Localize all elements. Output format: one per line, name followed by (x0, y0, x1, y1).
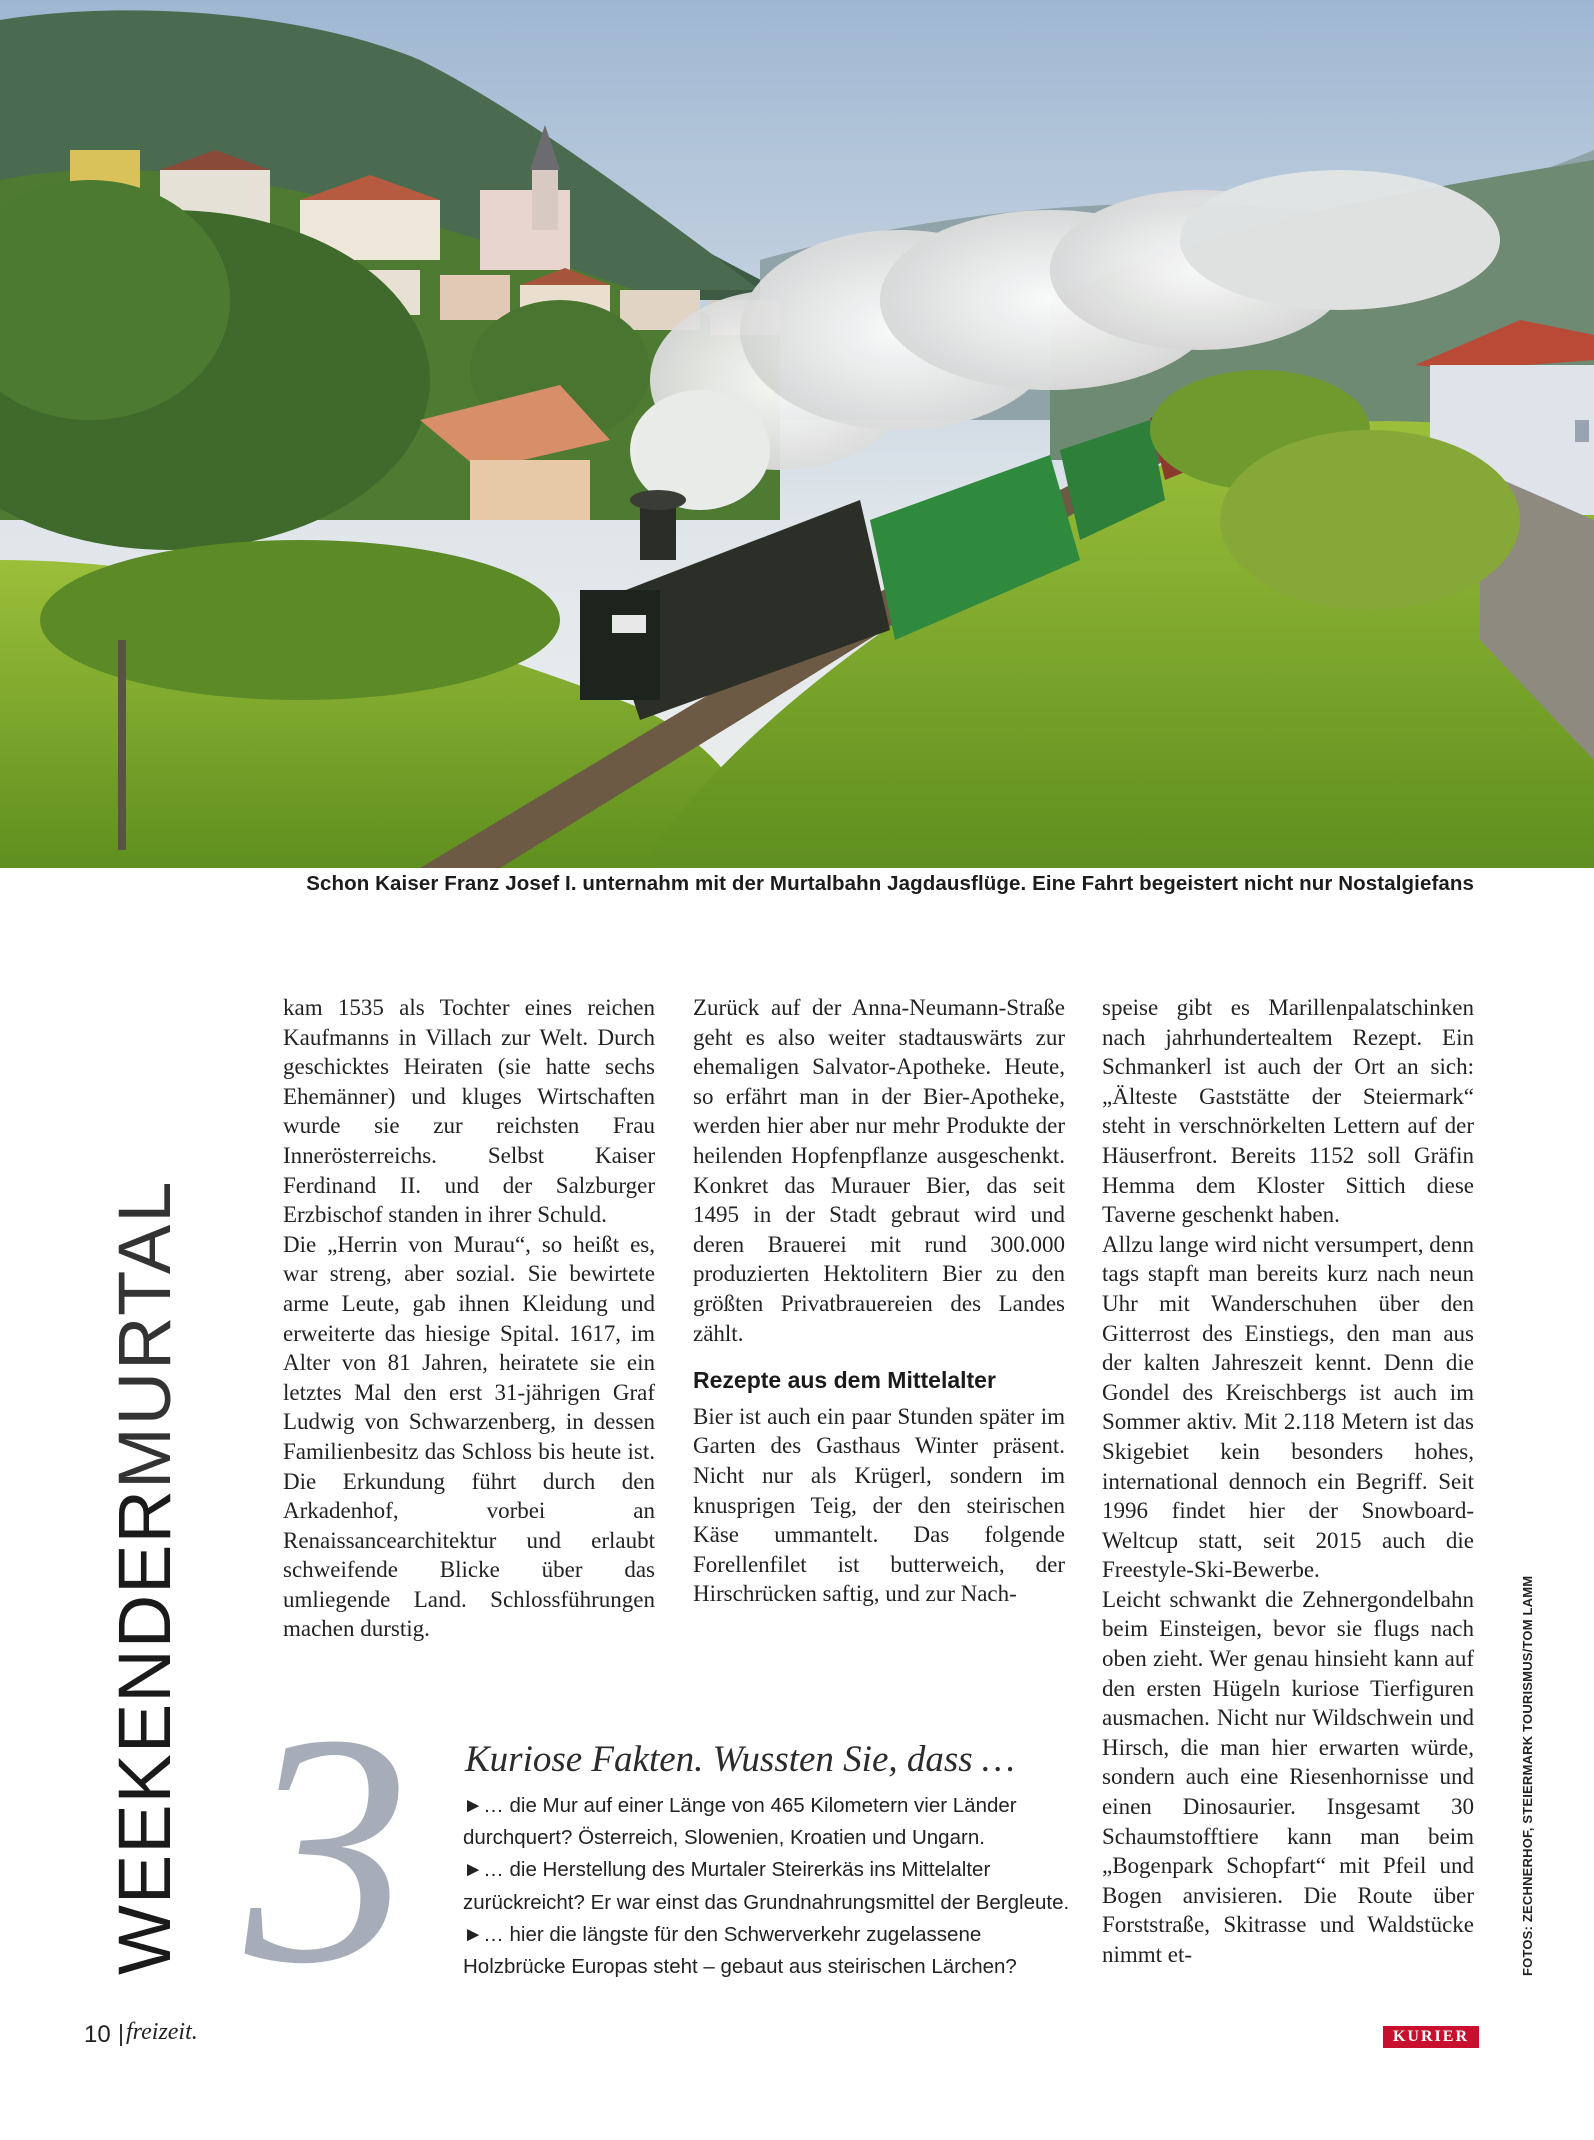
section-title-bold: WEEKENDER (103, 1489, 186, 1975)
photo-caption: Schon Kaiser Franz Josef I. unternahm mit der Murtalbahn Jagdausflüge. Eine Fahrt begeistert nicht nur Nostalgiefans (306, 872, 1474, 895)
article-subheading: Rezepte aus dem Mittelalter (693, 1367, 996, 1394)
fact-line: Holzbrücke Europas steht – gebaut aus steirischen Lärchen? (463, 1955, 1017, 1979)
page-number: 10 (84, 2021, 111, 2048)
article-paragraph: Zurück auf der Anna-Neumann-Straße geht es also weiter stadtauswärts zur ehemaligen Salvator-Apotheke. Heute, so erfährt man in der Bier-Apotheke, werden hier aber nur mehr Produkte der heilenden Hopfenpflanze ausgeschenkt. Konkret das Murauer Bier, das seit 1495 in der Stadt gebraut wird und deren Brauerei mit rund 300.000 produzierten Hektolitern Bier zu den größten Privatbrauereien des Landes zählt. (693, 995, 1065, 1346)
article-paragraph: Allzu lange wird nicht versumpert, denn tags stapft man bereits kurz nach neun Uhr mit Wanderschuhen über den Gitterrost des Einstiegs, den man aus der kalten Jahreszeit kennt. Denn die Gondel des Kreischbergs ist auch im Sommer aktiv. Mit 2.118 Metern ist das Skigebiet kein besonders hohes, international dennoch ein Begriff. Seit 1996 findet hier der Snowboard-Weltcup statt, seit 2015 auch die Freestyle-Ski-Bewerbe. (1102, 1231, 1474, 1583)
article-paragraph: Die „Herrin von Murau“, so heißt es, war streng, aber sozial. Sie bewirtete arme Leute, gab ihnen Kleidung und erweiterte das hiesige Spital. 1617, im Alter von 81 Jahren, heiratete sie ein letztes Mal den erst 31-jährigen Graf Ludwig von Schwarzenberg, in dessen Familienbesitz das Schloss bis heute ist. Die Erkundung führt durch den Arkadenhof, vorbei an Renaissancearchitektur und erlaubt schweifende Blicke über das umliegende Land. Schlossführungen machen durstig. (283, 1231, 655, 1642)
article-column-2 (693, 993, 1065, 1609)
page-number-divider (120, 2024, 122, 2046)
fact-item (463, 1790, 1103, 1854)
hero-photo (0, 0, 1594, 868)
steam-train-landscape-image (0, 0, 1594, 868)
article-column-3 (1102, 993, 1474, 1970)
section-title (103, 1179, 186, 1975)
fact-line: zurückreicht? Er war einst das Grundnahrungsmittel der Bergleute. (463, 1890, 1070, 1914)
article-column-1 (283, 993, 655, 1644)
section-title-light: MURTAL (103, 1179, 186, 1490)
magazine-name: freizeit. (126, 2019, 198, 2045)
fact-line: ►… die Herstellung des Murtaler Steirerkäs ins Mittelalter (463, 1858, 991, 1882)
article-paragraph: Bier ist auch ein paar Stunden später im Garten des Gasthaus Winter präsent. Nicht nur als Krügerl, sondern im knusprigen Teig, der den steirischen Käse ummantelt. Das folgende Forellenfilet ist butterweich, der Hirschrücken saftig, und zur Nach- (693, 1403, 1065, 1607)
fact-item (463, 1919, 1103, 1983)
facts-list (463, 1790, 1103, 1983)
kurier-logo: KURIER (1383, 2026, 1479, 2048)
article-paragraph: speise gibt es Marillenpalatschinken nach jahrhundertealtem Rezept. Ein Schmankerl ist auch der Ort an sich: „Älteste Gaststätte der Steiermark“ steht in verschnörkelten Lettern auf der Häuserfront. Bereits 1152 soll Gräfin Hemma dem Kloster Sittich diese Taverne geschenkt haben. (1102, 995, 1474, 1228)
article-paragraph: Leicht schwankt die Zehnergondelbahn beim Einsteigen, bevor sie flugs nach oben zieht. Wer genau hinsieht kann auf den ersten Hügeln kuriose Tierfiguren ausmachen. Nicht nur Wildschwein und Hirsch, die man hier erwarten würde, sondern auch eine Riesenhornisse und einen Dinosaurier. Insgesamt 30 Schaumstofftiere kann man beim „Bogenpark Schopfart“ mit Pfeil und Bogen anvisieren. Die Route über Forststraße, Skitrasse und Waldstücke nimmt et- (1102, 1586, 1474, 1967)
fact-item (463, 1854, 1103, 1918)
article-paragraph: kam 1535 als Tochter eines reichen Kaufmanns in Villach zur Welt. Durch geschicktes Heiraten (sie hatte sechs Ehemänner) und kluges Wirtschaften wurde sie zur reichsten Frau Innerösterreichs. Selbst Kaiser Ferdinand II. und der Salzburger Erzbischof standen in ihrer Schuld. (283, 995, 655, 1228)
photo-credit: FOTOS: ZECHNERHOF, STEIERMARK TOURISMUS/TOM LAMM (1520, 1575, 1535, 1976)
fact-line: ►… hier die längste für den Schwerverkehr zugelassene (463, 1922, 982, 1946)
fact-line: durchquert? Österreich, Slowenien, Kroatien und Ungarn. (463, 1826, 985, 1850)
fact-line: ►… die Mur auf einer Länge von 465 Kilometern vier Länder (463, 1794, 1017, 1817)
facts-number: 3 (245, 1667, 410, 2032)
facts-title: Kuriose Fakten. Wussten Sie, dass … (465, 1739, 1015, 1780)
